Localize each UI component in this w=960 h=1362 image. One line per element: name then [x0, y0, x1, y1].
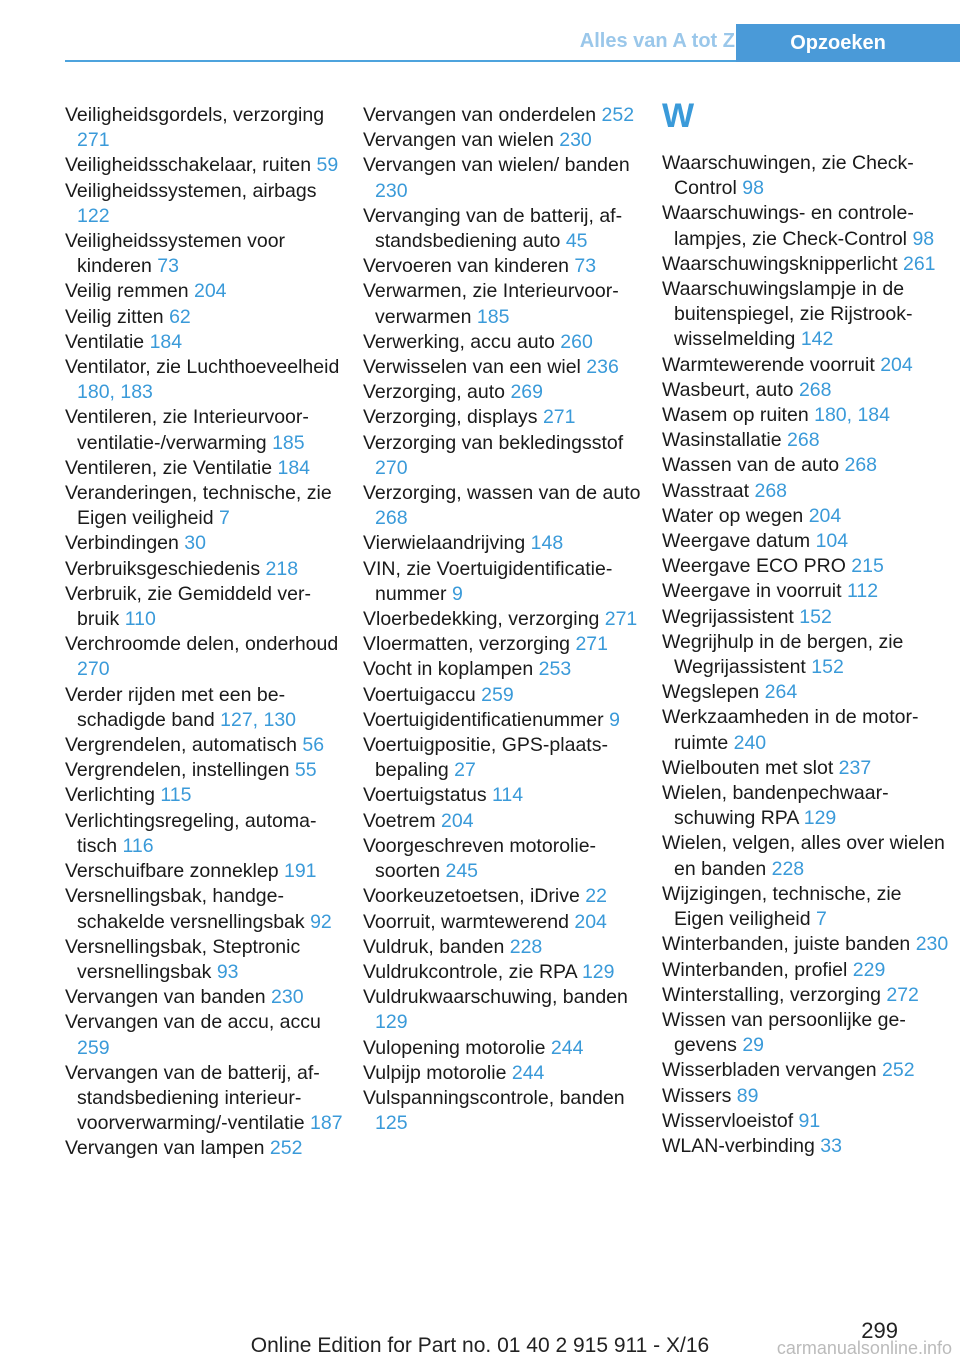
index-entry-term: Versnellingsbak, Steptronic versnellingsbak — [65, 935, 301, 983]
index-entry-term: Vervoeren van kinderen — [363, 255, 569, 278]
index-entry-term: Ventilatie — [65, 330, 145, 353]
index-entry — [662, 1109, 952, 1134]
page-header — [0, 0, 960, 62]
index-entry-page-link[interactable]: 129 — [581, 960, 615, 983]
index-entry-term: Verder rijden met een beschadigde band — [65, 683, 286, 731]
index-entry — [363, 708, 643, 733]
index-entry-page-link[interactable]: 191 — [283, 860, 317, 883]
index-entry — [662, 504, 952, 529]
index-entry — [363, 103, 643, 128]
index-entry-term: Wassen van de auto — [662, 454, 840, 477]
index-entry — [65, 1061, 345, 1137]
index-column-1 — [65, 103, 345, 1162]
index-entry-page-link[interactable]: 98 — [742, 177, 764, 200]
index-entry-term: Veranderingen, technische, zie Eigen veiligheid — [65, 482, 332, 530]
index-entry — [662, 277, 952, 353]
index-entry-term: Wielen, bandenpechwaarschuwing RPA — [662, 782, 889, 830]
index-column-3 — [662, 97, 952, 1159]
index-entry-page-link[interactable]: 184 — [149, 330, 183, 353]
index-entry — [363, 960, 643, 985]
index-entry-term: Vuldrukcontrole, zie RPA — [363, 960, 577, 983]
index-entry-page-link[interactable]: 110 — [124, 608, 156, 631]
index-entry-term: Wisservloeistof — [662, 1109, 794, 1132]
index-entry-page-link[interactable]: 9 — [451, 582, 463, 605]
index-entry-term: Warmtewerende voorruit — [662, 353, 875, 376]
index-entry-page-link[interactable]: 152 — [811, 656, 844, 679]
index-entry-page-link[interactable]: 55 — [294, 759, 317, 782]
index-entry — [363, 531, 643, 556]
index-entry — [65, 481, 345, 531]
index-entry-page-link[interactable]: 252 — [882, 1059, 915, 1082]
index-entry — [65, 305, 345, 330]
index-entry-page-link[interactable]: 245 — [445, 860, 479, 883]
index-entry-page-link[interactable]: 253 — [538, 658, 572, 681]
index-entry-term: Wijzigingen, technische, zie Eigen veiligheid — [662, 882, 902, 931]
index-entry-page-link[interactable]: 268 — [375, 507, 408, 530]
index-entry-term: Werkzaamheden in de motorruimte — [662, 706, 919, 754]
index-entry-term: Vergrendelen, instellingen — [65, 759, 290, 782]
index-entry-page-link[interactable]: 104 — [815, 530, 849, 553]
index-entry — [662, 680, 952, 705]
index-entry — [363, 128, 643, 153]
index-entry-term: Veiligheidssystemen voor kinderen — [65, 230, 286, 278]
index-entry-page-link[interactable]: 261 — [902, 252, 936, 275]
index-entry-term: Winterbanden, profiel — [662, 958, 848, 981]
index-entry-term: Verwarmen, zie Interieurvoorverwarmen — [363, 280, 619, 328]
index-entry-term: Versnellingsbak, handgeschakelde versnellingsbak — [65, 885, 305, 933]
index-entry-page-link[interactable]: 45 — [565, 230, 588, 253]
index-entry — [662, 403, 952, 428]
index-entry-page-link[interactable]: 204 — [193, 280, 227, 303]
index-entry-term: Vulspanningscontrole, banden — [363, 1086, 625, 1109]
index-entry — [662, 983, 952, 1008]
index-entry-page-link[interactable]: 244 — [550, 1036, 584, 1059]
index-entry — [662, 151, 952, 201]
index-entry-page-link[interactable]: 229 — [852, 958, 886, 981]
index-entry — [662, 958, 952, 983]
index-entry-term: Voorgeschreven motoroliesoorten — [363, 834, 597, 883]
index-entry — [662, 1058, 952, 1083]
index-entry-page-link[interactable]: 92 — [310, 910, 332, 933]
index-entry-term: WLAN-verbinding — [662, 1134, 815, 1157]
index-entry — [363, 783, 643, 808]
page-number: 299 — [861, 1318, 898, 1343]
index-entry-page-link[interactable]: 93 — [216, 960, 239, 983]
index-entry-page-link[interactable]: 62 — [169, 305, 191, 328]
index-entry-page-link[interactable]: 122 — [77, 204, 110, 227]
index-entry-page-link[interactable]: 112 — [846, 580, 879, 603]
index-entry — [662, 705, 952, 755]
index-entry-term: Vervangen van de accu, accu — [65, 1011, 321, 1034]
index-entry-term: Vervangen van wielen/ banden — [363, 154, 630, 177]
index-entry-page-link[interactable]: 230 — [559, 129, 592, 152]
index-entry — [363, 355, 643, 380]
index-entry — [363, 657, 643, 682]
index-entry-term: Vervangen van wielen — [363, 129, 554, 152]
index-entry — [662, 630, 952, 680]
index-entry-page-link[interactable]: 270 — [77, 658, 110, 681]
index-entry-page-link[interactable]: 204 — [441, 809, 474, 832]
index-entry-term: Verbruik, zie Gemiddeld verbruik — [65, 582, 312, 631]
index-entry-page-link[interactable]: 268 — [787, 429, 820, 452]
index-entry — [662, 378, 952, 403]
index-entry-term: Verzorging, displays — [363, 406, 538, 429]
index-entry-term: Vervangen van onderdelen — [363, 104, 597, 126]
index-entry-term: Veiligheidssystemen, airbags — [65, 179, 317, 202]
index-entry-page-link[interactable]: 268 — [754, 479, 788, 502]
index-entry-page-link[interactable]: 244 — [511, 1061, 545, 1084]
index-entry-page-link[interactable]: 252 — [601, 104, 635, 126]
index-entry-term: Verchroomde delen, onderhoud — [65, 633, 339, 656]
index-entry — [65, 632, 345, 682]
index-entry — [662, 453, 952, 478]
index-entry — [363, 1061, 643, 1086]
index-entry-term: Vulpijp motorolie — [363, 1061, 507, 1084]
index-entry — [662, 831, 952, 881]
index-entry — [662, 932, 952, 957]
index-entry-page-link[interactable]: 259 — [77, 1036, 110, 1059]
index-entry-term: Waarschuwingslampje in de buitenspiegel, zie Rijstrookwisselmelding — [662, 278, 913, 351]
index-entry-page-link[interactable]: 252 — [269, 1137, 303, 1160]
index-entry-page-link[interactable]: 180, 183 — [77, 381, 153, 404]
index-entry-term: Vervanging van de batterij, afstandsbediening auto — [363, 204, 623, 253]
index-entry — [363, 153, 643, 203]
index-entry — [65, 557, 345, 582]
index-entry — [662, 882, 952, 932]
index-entry-page-link[interactable]: 129 — [803, 807, 837, 830]
index-entry — [65, 279, 345, 304]
index-entry-term: Verzorging, auto — [363, 381, 506, 404]
index-entry — [363, 254, 643, 279]
index-entry — [363, 481, 643, 531]
index-entry-page-link[interactable]: 27 — [454, 759, 476, 782]
index-entry-page-link[interactable]: 271 — [77, 129, 110, 152]
index-entry — [65, 1010, 345, 1060]
index-entry-page-link[interactable]: 56 — [302, 734, 325, 757]
index-entry-page-link[interactable]: 125 — [375, 1112, 408, 1135]
index-entry-page-link[interactable]: 73 — [157, 255, 179, 278]
index-entry-term: Verschuifbare zonneklep — [65, 860, 279, 883]
index-entry-page-link[interactable]: 259 — [481, 683, 514, 706]
index-entry — [662, 1084, 952, 1109]
index-entry — [65, 355, 345, 405]
index-entry-term: Verwerking, accu auto — [363, 330, 555, 353]
index-entry — [65, 809, 345, 859]
watermark: carmanualsonline.info — [776, 1338, 952, 1358]
index-entry — [662, 1008, 952, 1058]
index-entry — [662, 605, 952, 630]
index-entry-page-link[interactable]: 228 — [771, 857, 805, 880]
index-entry-page-link[interactable]: 272 — [886, 983, 919, 1006]
index-entry — [65, 179, 345, 229]
index-entry-term: Voetrem — [363, 809, 436, 832]
index-entry-page-link[interactable]: 98 — [912, 227, 935, 250]
index-entry-term: Voertuigstatus — [363, 784, 487, 807]
index-entry-page-link[interactable]: 215 — [851, 555, 884, 578]
index-entry — [65, 733, 345, 758]
index-entry-term: Ventilator, zie Luchthoeveelheid — [65, 356, 340, 379]
index-entry-page-link[interactable]: 185 — [476, 305, 510, 328]
index-entry-page-link[interactable]: 152 — [799, 605, 832, 628]
index-entry — [662, 756, 952, 781]
index-entry-term: Waarschuwingen, zie Check-Control — [662, 152, 914, 200]
index-entry-term: Voertuigpositie, GPS-plaatsbepaling — [363, 734, 608, 782]
index-entry — [662, 428, 952, 453]
index-entry-page-link[interactable]: 129 — [375, 1011, 408, 1034]
index-entry — [363, 431, 643, 481]
index-entry-page-link[interactable]: 268 — [844, 454, 878, 477]
index-entry-page-link[interactable]: 271 — [575, 633, 608, 656]
index-entry — [363, 380, 643, 405]
index-entry-term: Vocht in koplampen — [363, 658, 534, 681]
index-entry — [65, 531, 345, 556]
index-entry — [65, 935, 345, 985]
index-entry-page-link[interactable]: 271 — [604, 608, 638, 631]
index-entry-term: Vervangen van banden — [65, 986, 266, 1009]
index-entry-term: Vuldruk, banden — [363, 935, 505, 958]
index-entry-term: Vloerbedekking, verzorging — [363, 608, 600, 631]
index-entry-term: Wasbeurt, auto — [662, 378, 794, 401]
tab-active[interactable]: Opzoeken — [736, 24, 960, 62]
index-entry-term: Vierwielaandrijving — [363, 532, 526, 555]
index-entry-page-link[interactable]: 184 — [277, 456, 311, 479]
index-entry-term: Weergave datum — [662, 530, 811, 553]
index-entry-page-link[interactable]: 204 — [574, 910, 607, 933]
index-entry-term: Waarschuwingsknipperlicht — [662, 252, 898, 275]
index-entry-page-link[interactable]: 236 — [586, 356, 619, 379]
index-entry-page-link[interactable]: 230 — [271, 986, 304, 1009]
index-entry — [65, 153, 345, 178]
index-entry — [363, 405, 643, 430]
index-entry-page-link[interactable]: 7 — [219, 507, 230, 530]
index-entry — [65, 405, 345, 455]
index-entry-term: Wielbouten met slot — [662, 756, 834, 779]
index-entry-term: Voorkeuzetoetsen, iDrive — [363, 885, 580, 908]
index-entry — [363, 910, 643, 935]
index-entry-page-link[interactable]: 9 — [609, 708, 620, 731]
index-entry-page-link[interactable]: 7 — [816, 908, 827, 931]
index-entry — [65, 758, 345, 783]
index-entry-term: Wegrijassistent — [662, 605, 794, 628]
index-entry-term: Vulopening motorolie — [363, 1036, 546, 1059]
index-entry-page-link[interactable]: 148 — [530, 532, 564, 555]
index-entry — [363, 632, 643, 657]
index-entry-term: Ventileren, zie Ventilatie — [65, 456, 273, 479]
index-entry-term: Vergrendelen, automatisch — [65, 734, 297, 757]
index-entry — [65, 103, 345, 153]
index-entry-term: Vloermatten, verzorging — [363, 633, 571, 656]
index-entry-term: Waarschuwings- en controlelampjes, zie Check-Control — [662, 202, 914, 250]
index-entry — [363, 683, 643, 708]
index-entry-term: Verzorging van bekledingsstof — [363, 431, 624, 454]
index-entry-term: Veilig zitten — [65, 305, 164, 328]
index-entry — [363, 884, 643, 909]
index-entry — [363, 279, 643, 329]
index-entry-term: Vervangen van lampen — [65, 1137, 265, 1160]
footer-edition: Online Edition for Part no. 01 40 2 915 911 - X/16 — [250, 1334, 710, 1357]
index-entry-term: Wegslepen — [662, 681, 760, 704]
index-entry-page-link[interactable]: 116 — [122, 834, 154, 857]
index-entry-term: Winterstalling, verzorging — [662, 983, 881, 1006]
index-entry-page-link[interactable]: 73 — [574, 255, 597, 278]
index-entry-term: Verbruiksgeschiedenis — [65, 557, 261, 580]
index-entry — [363, 935, 643, 960]
index-entry-term: Wegrijhulp in de bergen, zie Wegrijassistent — [662, 630, 904, 679]
index-entry — [65, 582, 345, 632]
index-entry-term: Verwisselen van een wiel — [363, 356, 581, 379]
index-entry — [363, 557, 643, 607]
index-entry-page-link[interactable]: 268 — [798, 378, 832, 401]
index-entry — [662, 353, 952, 378]
index-entry — [662, 781, 952, 831]
index-entry-page-link[interactable]: 271 — [542, 406, 576, 429]
index-entry — [65, 859, 345, 884]
index-entry-page-link[interactable]: 185 — [272, 431, 305, 454]
index-entry-term: Wielen, velgen, alles over wielen en banden — [662, 832, 945, 880]
index-entry-term: Wisserbladen vervangen — [662, 1059, 877, 1082]
index-entry-term: Verzorging, wassen van de auto — [363, 482, 641, 505]
index-entry-term: Verlichtingsregeling, automatisch — [65, 809, 317, 857]
index-entry-term: Voertuigaccu — [363, 683, 476, 706]
index-column-2 — [363, 103, 643, 1136]
index-entry-page-link[interactable]: 230 — [915, 933, 949, 956]
index-entry-page-link[interactable]: 204 — [880, 353, 913, 376]
index-entry — [363, 1086, 643, 1136]
index-entry-page-link[interactable]: 30 — [184, 532, 206, 555]
index-entry-page-link[interactable]: 237 — [838, 756, 872, 779]
index-entry-term: Wasstraat — [662, 479, 750, 502]
index-entry — [65, 683, 345, 733]
tab-section[interactable]: Alles van A tot Z — [579, 30, 735, 52]
index-entry-page-link[interactable]: 29 — [742, 1034, 765, 1057]
index-entry — [65, 1136, 345, 1161]
index-entry — [65, 229, 345, 279]
index-entry-page-link[interactable]: 240 — [733, 731, 767, 754]
index-entry-term: VIN, zie Voertuigidentificatienummer — [363, 557, 613, 605]
index-entry-page-link[interactable]: 269 — [510, 381, 543, 404]
index-entry-page-link[interactable]: 218 — [265, 557, 299, 580]
index-entry-page-link[interactable]: 264 — [764, 681, 798, 704]
index-entry-page-link[interactable]: 33 — [820, 1134, 842, 1157]
index-entry — [363, 733, 643, 783]
index-entry — [363, 809, 643, 834]
index-entry — [662, 1134, 952, 1159]
index-entry-page-link[interactable]: 59 — [316, 154, 339, 177]
index-entry-page-link[interactable]: 270 — [375, 456, 408, 479]
index-entry — [662, 252, 952, 277]
index-entry-term: Wissen van persoonlijke gegevens — [662, 1008, 906, 1057]
index-entry-term: Veiligheidsgordels, verzorging — [65, 104, 325, 126]
index-entry — [363, 1036, 643, 1061]
index-entry-term: Verbindingen — [65, 532, 179, 555]
index-entry-term: Wissers — [662, 1084, 732, 1107]
index-entry-page-link[interactable]: 127, 130 — [220, 708, 297, 731]
index-entry-term: Winterbanden, juiste banden — [662, 933, 911, 956]
index-entry-page-link[interactable]: 204 — [808, 504, 842, 527]
index-entry — [662, 479, 952, 504]
index-entry-term: Wasem op ruiten — [662, 404, 809, 427]
index-entry — [65, 783, 345, 808]
index-entry — [65, 330, 345, 355]
index-entry-page-link[interactable]: 180, 184 — [814, 404, 890, 427]
index-entry-term: Wasinstallatie — [662, 429, 782, 452]
index-entry-page-link[interactable]: 142 — [800, 328, 834, 351]
index-entry-term: Vervangen van de batterij, afstandsbediening interieurvoorverwarming/-ventilatie — [65, 1061, 320, 1135]
index-entry — [662, 554, 952, 579]
index-entry-page-link[interactable]: 89 — [736, 1084, 759, 1107]
index-entry — [65, 884, 345, 934]
index-entry — [662, 529, 952, 554]
index-letter-heading: W — [662, 97, 695, 135]
index-entry — [363, 330, 643, 355]
index-entry — [363, 204, 643, 254]
index-entry-page-link[interactable]: 230 — [375, 179, 408, 202]
index-entry-page-link[interactable]: 228 — [509, 935, 543, 958]
index-entry — [363, 607, 643, 632]
index-entry — [662, 579, 952, 604]
index-entry-page-link[interactable]: 187 — [310, 1112, 343, 1135]
index-entry — [662, 201, 952, 251]
index-entry — [363, 985, 643, 1035]
index-entry-page-link[interactable]: 22 — [585, 885, 607, 908]
index-entry-term: Ventileren, zie Interieurvoorventilatie-/verwarming — [65, 406, 309, 454]
index-entry-term: Veilig remmen — [65, 280, 189, 303]
index-entry — [65, 985, 345, 1010]
index-entry-term: Weergave ECO PRO — [662, 555, 846, 578]
index-entry-term: Vuldrukwaarschuwing, banden — [363, 986, 628, 1009]
index-entry-term: Weergave in voorruit — [662, 580, 842, 603]
index-entry-term: Veiligheidsschakelaar, ruiten — [65, 154, 312, 177]
index-entry-page-link[interactable]: 114 — [492, 784, 524, 807]
index-entry-term: Water op wegen — [662, 504, 804, 527]
index-entry-term: Verlichting — [65, 784, 155, 807]
index-entry — [65, 456, 345, 481]
index-entry-page-link[interactable]: 260 — [560, 330, 593, 353]
index-entry-page-link[interactable]: 115 — [160, 784, 192, 807]
index-entry-term: Voertuigidentificatienummer — [363, 708, 604, 731]
index-entry-term: Voorruit, warmtewerend — [363, 910, 569, 933]
index-entry-page-link[interactable]: 91 — [798, 1109, 821, 1132]
index-entry — [363, 834, 643, 884]
